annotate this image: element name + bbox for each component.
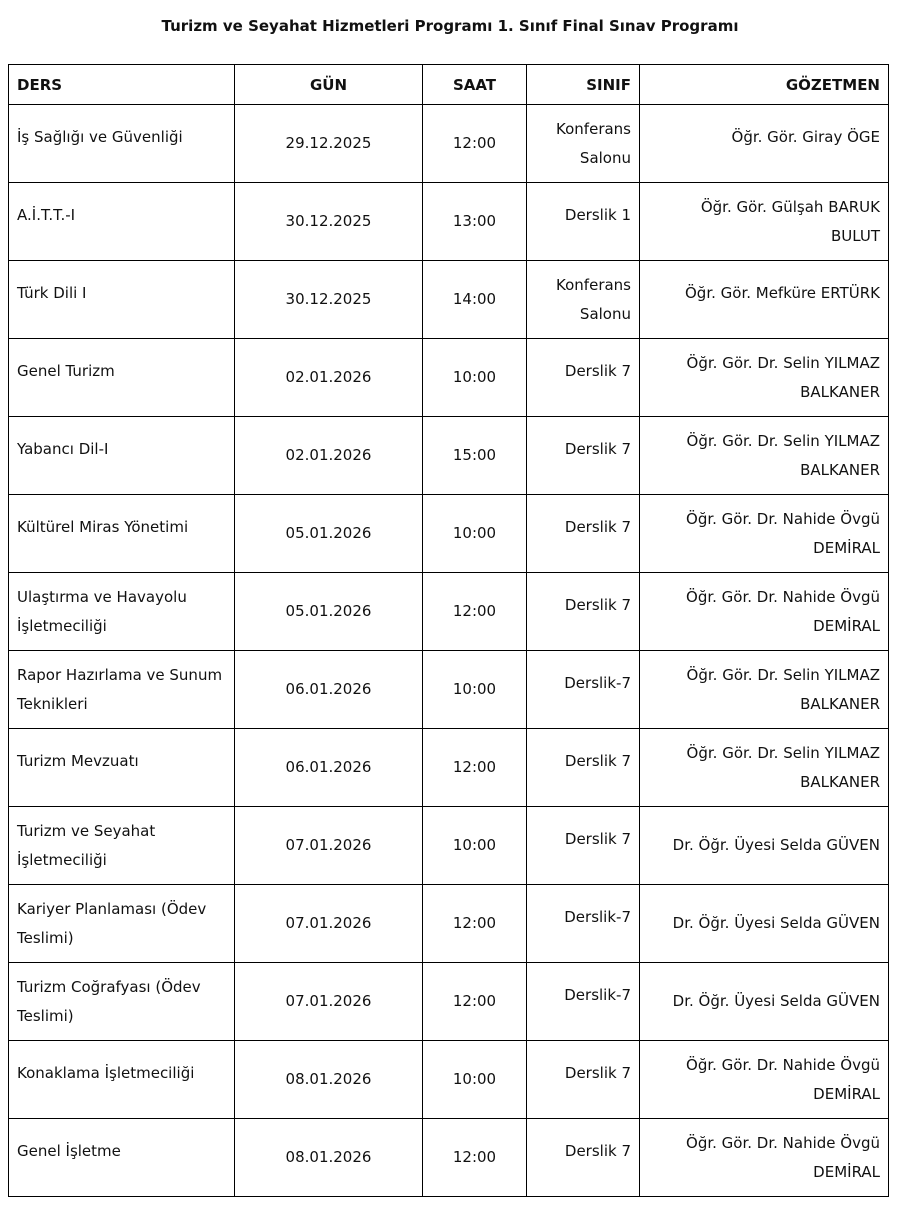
cell-ders: Turizm Mevzuatı bbox=[9, 729, 235, 807]
cell-saat: 10:00 bbox=[423, 1041, 527, 1119]
cell-saat: 12:00 bbox=[423, 1119, 527, 1197]
cell-gun: 29.12.2025 bbox=[235, 105, 423, 183]
cell-gozetmen: Dr. Öğr. Üyesi Selda GÜVEN bbox=[640, 807, 889, 885]
cell-ders: Yabancı Dil-I bbox=[9, 417, 235, 495]
cell-gun: 08.01.2026 bbox=[235, 1041, 423, 1119]
page-title: Turizm ve Seyahat Hizmetleri Programı 1. Sınıf Final Sınav Programı bbox=[161, 17, 739, 35]
cell-saat: 13:00 bbox=[423, 183, 527, 261]
cell-sinif: Derslik-7 bbox=[527, 963, 640, 1041]
cell-sinif: Konferans Salonu bbox=[527, 105, 640, 183]
cell-sinif: Derslik-7 bbox=[527, 885, 640, 963]
cell-saat: 10:00 bbox=[423, 495, 527, 573]
cell-gun: 05.01.2026 bbox=[235, 495, 423, 573]
cell-gozetmen: Öğr. Gör. Gülşah BARUK BULUT bbox=[640, 183, 889, 261]
table-row bbox=[9, 885, 889, 963]
cell-ders: A.İ.T.T.-I bbox=[9, 183, 235, 261]
table-header-row bbox=[9, 65, 889, 105]
table-row bbox=[9, 105, 889, 183]
cell-gun: 30.12.2025 bbox=[235, 261, 423, 339]
cell-sinif: Derslik 7 bbox=[527, 573, 640, 651]
cell-saat: 12:00 bbox=[423, 729, 527, 807]
cell-sinif: Konferans Salonu bbox=[527, 261, 640, 339]
cell-saat: 14:00 bbox=[423, 261, 527, 339]
cell-saat: 12:00 bbox=[423, 963, 527, 1041]
cell-ders: Genel İşletme bbox=[9, 1119, 235, 1197]
cell-gun: 07.01.2026 bbox=[235, 885, 423, 963]
column-header-gun: GÜN bbox=[235, 65, 423, 105]
table-row bbox=[9, 573, 889, 651]
cell-saat: 15:00 bbox=[423, 417, 527, 495]
cell-ders: Genel Turizm bbox=[9, 339, 235, 417]
cell-gozetmen: Dr. Öğr. Üyesi Selda GÜVEN bbox=[640, 963, 889, 1041]
cell-gun: 08.01.2026 bbox=[235, 1119, 423, 1197]
cell-sinif: Derslik 7 bbox=[527, 1119, 640, 1197]
cell-gozetmen: Öğr. Gör. Dr. Nahide Övgü DEMİRAL bbox=[640, 1041, 889, 1119]
column-header-ders: DERS bbox=[9, 65, 235, 105]
cell-sinif: Derslik 7 bbox=[527, 807, 640, 885]
cell-sinif: Derslik 7 bbox=[527, 729, 640, 807]
table-row bbox=[9, 1119, 889, 1197]
cell-ders: Türk Dili I bbox=[9, 261, 235, 339]
cell-ders: Konaklama İşletmeciliği bbox=[9, 1041, 235, 1119]
column-header-saat: SAAT bbox=[423, 65, 527, 105]
cell-gozetmen: Öğr. Gör. Dr. Selin YILMAZ BALKANER bbox=[640, 651, 889, 729]
table-row bbox=[9, 261, 889, 339]
cell-gun: 30.12.2025 bbox=[235, 183, 423, 261]
cell-saat: 12:00 bbox=[423, 573, 527, 651]
table-row bbox=[9, 807, 889, 885]
cell-sinif: Derslik 7 bbox=[527, 339, 640, 417]
table-row bbox=[9, 963, 889, 1041]
cell-ders: Kültürel Miras Yönetimi bbox=[9, 495, 235, 573]
cell-sinif: Derslik 7 bbox=[527, 417, 640, 495]
cell-sinif: Derslik-7 bbox=[527, 651, 640, 729]
table-row bbox=[9, 729, 889, 807]
cell-ders: Turizm Coğrafyası (Ödev Teslimi) bbox=[9, 963, 235, 1041]
cell-gun: 06.01.2026 bbox=[235, 729, 423, 807]
table-row bbox=[9, 1041, 889, 1119]
cell-saat: 10:00 bbox=[423, 651, 527, 729]
cell-gun: 02.01.2026 bbox=[235, 339, 423, 417]
cell-gozetmen: Öğr. Gör. Dr. Selin YILMAZ BALKANER bbox=[640, 729, 889, 807]
cell-gun: 05.01.2026 bbox=[235, 573, 423, 651]
cell-gun: 02.01.2026 bbox=[235, 417, 423, 495]
table-row bbox=[9, 495, 889, 573]
cell-gozetmen: Öğr. Gör. Dr. Nahide Övgü DEMİRAL bbox=[640, 1119, 889, 1197]
column-header-gozetmen: GÖZETMEN bbox=[640, 65, 889, 105]
cell-ders: İş Sağlığı ve Güvenliği bbox=[9, 105, 235, 183]
cell-gun: 06.01.2026 bbox=[235, 651, 423, 729]
cell-ders: Kariyer Planlaması (Ödev Teslimi) bbox=[9, 885, 235, 963]
column-header-sinif: SINIF bbox=[527, 65, 640, 105]
table-row bbox=[9, 183, 889, 261]
cell-saat: 10:00 bbox=[423, 807, 527, 885]
cell-gozetmen: Dr. Öğr. Üyesi Selda GÜVEN bbox=[640, 885, 889, 963]
exam-schedule-table bbox=[8, 64, 889, 1197]
cell-sinif: Derslik 7 bbox=[527, 495, 640, 573]
cell-ders: Rapor Hazırlama ve Sunum Teknikleri bbox=[9, 651, 235, 729]
table-body bbox=[9, 105, 889, 1197]
cell-gozetmen: Öğr. Gör. Dr. Nahide Övgü DEMİRAL bbox=[640, 495, 889, 573]
cell-saat: 10:00 bbox=[423, 339, 527, 417]
cell-ders: Ulaştırma ve Havayolu İşletmeciliği bbox=[9, 573, 235, 651]
table-row bbox=[9, 339, 889, 417]
table-row bbox=[9, 417, 889, 495]
cell-sinif: Derslik 1 bbox=[527, 183, 640, 261]
cell-gozetmen: Öğr. Gör. Dr. Nahide Övgü DEMİRAL bbox=[640, 573, 889, 651]
cell-gozetmen: Öğr. Gör. Dr. Selin YILMAZ BALKANER bbox=[640, 417, 889, 495]
cell-gun: 07.01.2026 bbox=[235, 807, 423, 885]
cell-saat: 12:00 bbox=[423, 105, 527, 183]
cell-sinif: Derslik 7 bbox=[527, 1041, 640, 1119]
table-row bbox=[9, 651, 889, 729]
cell-ders: Turizm ve Seyahat İşletmeciliği bbox=[9, 807, 235, 885]
cell-gozetmen: Öğr. Gör. Mefküre ERTÜRK bbox=[640, 261, 889, 339]
cell-gozetmen: Öğr. Gör. Dr. Selin YILMAZ BALKANER bbox=[640, 339, 889, 417]
cell-gun: 07.01.2026 bbox=[235, 963, 423, 1041]
cell-gozetmen: Öğr. Gör. Giray ÖGE bbox=[640, 105, 889, 183]
cell-saat: 12:00 bbox=[423, 885, 527, 963]
